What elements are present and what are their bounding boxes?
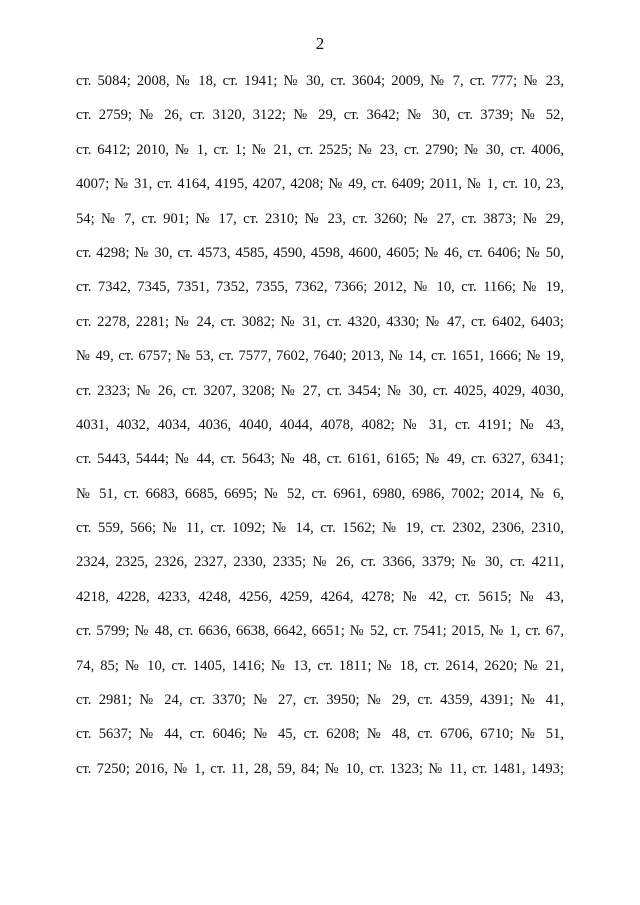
text-line: ст. 2981; № 24, ст. 3370; № 27, ст. 3950; № 29, ст. 4359, 4391; № 41, [76,692,564,709]
text-line: ст. 2323; № 26, ст. 3207, 3208; № 27, ст. 3454; № 30, ст. 4025, 4029, 4030, [76,382,564,399]
text-line: ст. 5084; 2008, № 18, ст. 1941; № 30, ст. 3604; 2009, № 7, ст. 777; № 23, [76,73,564,89]
text-line: 4007; № 31, ст. 4164, 4195, 4207, 4208; № 49, ст. 6409; 2011, № 1, ст. 10, 23, [76,176,564,193]
text-line: № 49, ст. 6757; № 53, ст. 7577, 7602, 7640; 2013, № 14, ст. 1651, 1666; № 19, [76,348,564,365]
page-number: 2 [315,34,325,53]
text-line: 4031, 4032, 4034, 4036, 4040, 4044, 4078, 4082; № 31, ст. 4191; № 43, [76,416,564,433]
text-line: 4218, 4228, 4233, 4248, 4256, 4259, 4264, 4278; № 42, ст. 5615; № 43, [76,588,564,605]
text-line: ст. 4298; № 30, ст. 4573, 4585, 4590, 4598, 4600, 4605; № 46, ст. 6406; № 50, [76,244,564,261]
text-line: ст. 559, 566; № 11, ст. 1092; № 14, ст. 1562; № 19, ст. 2302, 2306, 2310, [76,520,564,537]
text-line: ст. 7250; 2016, № 1, ст. 11, 28, 59, 84; № 10, ст. 1323; № 11, ст. 1481, 1493; [76,760,564,777]
text-line: 74, 85; № 10, ст. 1405, 1416; № 13, ст. 1811; № 18, ст. 2614, 2620; № 21, [76,657,564,674]
text-line: ст. 2278, 2281; № 24, ст. 3082; № 31, ст. 4320, 4330; № 47, ст. 6402, 6403; [76,313,564,330]
text-line: 2324, 2325, 2326, 2327, 2330, 2335; № 26, ст. 3366, 3379; № 30, ст. 4211, [76,554,564,571]
document-body [76,64,564,786]
text-line: № 51, ст. 6683, 6685, 6695; № 52, ст. 6961, 6980, 6986, 7002; 2014, № 6, [76,485,564,502]
text-line: ст. 6412; 2010, № 1, ст. 1; № 21, ст. 2525; № 23, ст. 2790; № 30, ст. 4006, [76,141,564,158]
text-line: 54; № 7, ст. 901; № 17, ст. 2310; № 23, ст. 3260; № 27, ст. 3873; № 29, [76,210,564,227]
text-line: ст. 5799; № 48, ст. 6636, 6638, 6642, 6651; № 52, ст. 7541; 2015, № 1, ст. 67, [76,623,564,640]
text-line: ст. 5443, 5444; № 44, ст. 5643; № 48, ст. 6161, 6165; № 49, ст. 6327, 6341; [76,451,564,468]
text-line: ст. 2759; № 26, ст. 3120, 3122; № 29, ст. 3642; № 30, ст. 3739; № 52, [76,107,564,124]
text-line: ст. 5637; № 44, ст. 6046; № 45, ст. 6208; № 48, ст. 6706, 6710; № 51, [76,726,564,743]
text-line: ст. 7342, 7345, 7351, 7352, 7355, 7362, 7366; 2012, № 10, ст. 1166; № 19, [76,279,564,296]
